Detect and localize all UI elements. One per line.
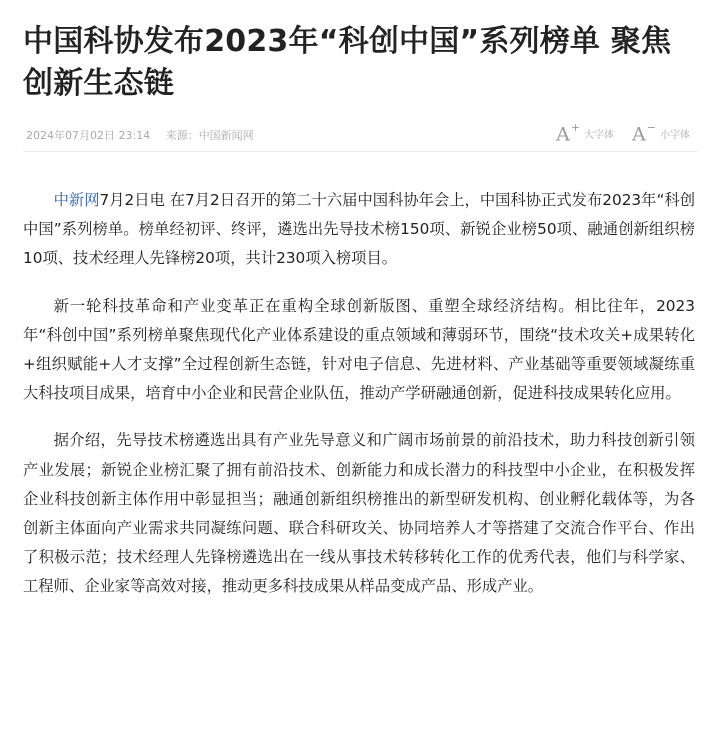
next-line-fragment xyxy=(58,746,618,756)
paragraph-1 xyxy=(23,186,695,274)
font-size-controls xyxy=(538,121,690,147)
article-title: 中国科协发布2023年“科创中国”系列榜单 聚焦创新生态链 xyxy=(23,24,672,101)
source-label: 来源： xyxy=(165,129,199,142)
large-font-label: 大字体 xyxy=(584,130,615,142)
small-font-button[interactable] xyxy=(632,120,690,146)
paragraph-2: 新一轮科技革命和产业变革正在重构全球创新版图、重塑全球经济结构。相比往年，2023年“科创中国”系列榜单聚焦现代化产业体系建设的重点领域和薄弱环节，围绕“技术攻关+成果转化+组织赋能+人才支撑”全过程创新生态链，针对电子信息、先进材料、产业基础等重要领域凝练重大科技项目成果，培育中小企业和民营企业队伍，推动产学研融通创新，促进科技成果转化应用。 xyxy=(23,296,695,403)
article xyxy=(23,0,698,620)
article-meta xyxy=(23,121,698,152)
font-decrease-icon: A− xyxy=(632,120,656,146)
font-increase-icon: A+ xyxy=(556,120,581,146)
paragraph-3: 据介绍，先导技术榜遴选出具有产业先导意义和广阔市场前景的前沿技术，助力科技创新引领产业发展；新锐企业榜汇聚了拥有前沿技术、创新能力和成长潜力的科技型中小企业，在积极发挥企业科技创新主体作用中彰显担当；融通创新组织榜推出的新型研发机构、创业孵化载体等，为各创新主体面向产业需求共同凝练问题、联合科研攻关、协同培养人才等搭建了交流合作平台、作出了积极示范；技术经理人先锋榜遴选出在一线从事技术转移转化工作的优秀代表，他们与科学家、工程师、企业家等高效对接，推动更多科技成果从样品变成产品、形成产业。 xyxy=(23,431,695,596)
source-name: 中国新闻网 xyxy=(198,129,254,142)
publish-datetime: 2024年07月02日 23:14 xyxy=(26,129,151,142)
news-agency-link[interactable]: 中新网 xyxy=(53,191,100,209)
paragraph-text: 7月2日电 在7月2日召开的第二十六届中国科协年会上，中国科协正式发布2023年“科创中国”系列榜单。榜单经初评、终评，遴选出先导技术榜150项、新锐企业榜50项、融通创新组织榜10项、技术经理人先锋榜20项，共计230项入榜项目。 xyxy=(23,191,695,268)
large-font-button[interactable] xyxy=(556,120,615,146)
meta-info xyxy=(26,127,254,143)
small-font-label: 小字体 xyxy=(660,130,690,142)
article-body xyxy=(23,186,695,602)
